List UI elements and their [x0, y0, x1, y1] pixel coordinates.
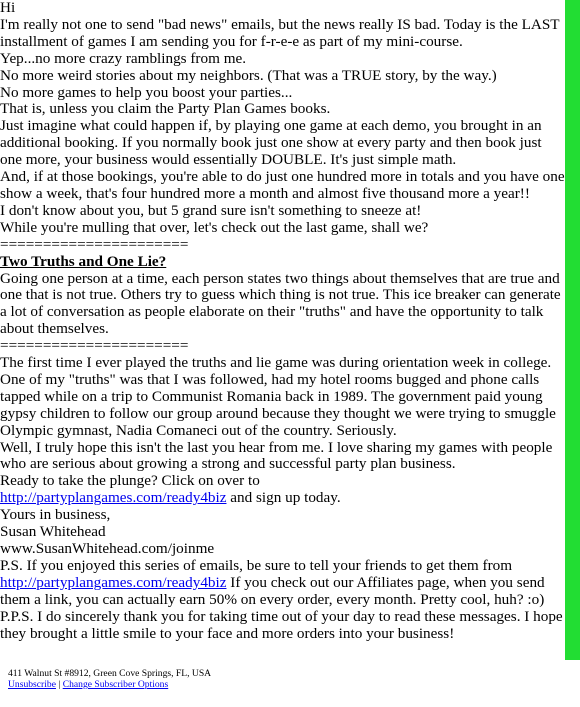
game-title: Two Truths and One Lie? — [0, 252, 167, 270]
paragraph-claim: That is, unless you claim the Party Plan Games books. — [0, 100, 331, 118]
affiliate-link[interactable]: http://partyplangames.com/ready4biz — [0, 573, 227, 591]
footer-address: 411 Walnut St #8912, Green Cove Springs, FL, USA — [8, 668, 212, 679]
paragraph-games: No more games to help you boost your parties... — [0, 83, 293, 101]
unsubscribe-link[interactable]: Unsubscribe — [8, 679, 56, 690]
paragraph-mulling: While you're mulling that over, let's check out the last game, shall we? — [0, 218, 429, 236]
divider: ====================== — [0, 337, 189, 355]
plunge-after-text: and sign up today. — [226, 489, 341, 507]
ps-after-text: If you check out our Affiliates page, when you send them a link, you can actually earn 50% on every order, every month. Pretty cool, huh? :o) — [0, 573, 545, 608]
paragraph-plunge — [0, 473, 565, 507]
greeting: Hi — [0, 0, 16, 16]
paragraph-grand: I don't know about you, but 5 grand sure isn't something to sneeze at! — [0, 201, 422, 219]
paragraph-ramblings: Yep...no more crazy ramblings from me. — [0, 49, 247, 67]
paragraph-totals: And, if at those bookings, you're able to do just one hundred more in totals and you have one show a week, that's four hundred more a month and almost five thousand more a year!! — [0, 168, 565, 202]
footer-separator: | — [55, 679, 63, 690]
sender-name: Susan Whitehead — [0, 523, 106, 541]
signoff: Yours in business, — [0, 506, 111, 524]
paragraph-intro: I'm really not one to send "bad news" emails, but the news really IS bad. Today is the LAST installment of games I am sending you for f-r-e-e as part of my mini-course. — [0, 15, 560, 50]
signup-link[interactable]: http://partyplangames.com/ready4biz — [0, 489, 227, 507]
paragraph-imagine: Just imagine what could happen if, by playing one game at each demo, you brought in an additional booking. If you normally book just one show at every party and then book just one more, your business would essentially DOUBLE. It's just simple math. — [0, 117, 542, 169]
ps-text: P.S. If you enjoyed this series of emails, be sure to tell your friends to get them from — [0, 556, 513, 574]
accent-bar — [565, 0, 580, 660]
paragraph-pps: P.P.S. I do sincerely thank you for taking time out of your day to read these messages. I hope they brought a little smile to your face and more orders into your business! — [0, 607, 563, 642]
paragraph-neighbors: No more weird stories about my neighbors. (That was a TRUE story, by the way.) — [0, 66, 497, 84]
change-options-link[interactable]: Change Subscriber Options — [62, 679, 169, 690]
footer-links — [8, 679, 211, 690]
divider: ====================== — [0, 235, 189, 253]
paragraph-hope: Well, I truly hope this isn't the last you hear from me. I love sharing my games with people who are serious about growing a strong and successful party plan business. — [0, 438, 553, 473]
plunge-text: Ready to take the plunge? Click on over to — [0, 472, 260, 490]
game-description: Going one person at a time, each person states two things about themselves that are true and one that is not true. Others try to guess which thing is not true. This ice breaker can generate a lot of conversation as people elaborate on their "truths" and have the opportunity to talk about themselves. — [0, 269, 561, 338]
sender-website: www.SusanWhitehead.com/joinme — [0, 540, 215, 557]
email-footer — [8, 668, 211, 690]
paragraph-ps — [0, 558, 565, 609]
paragraph-story: The first time I ever played the truths and lie game was during orientation week in college. One of my "truths" was that I was followed, had my hotel rooms bugged and phone calls tapped while on a trip to Communist Romania back in 1989. The government paid young gypsy children to follow our group around because they thought we were trying to smuggle Olympic gymnast, Nadia Comaneci out of the country. Seriously. — [0, 354, 556, 439]
